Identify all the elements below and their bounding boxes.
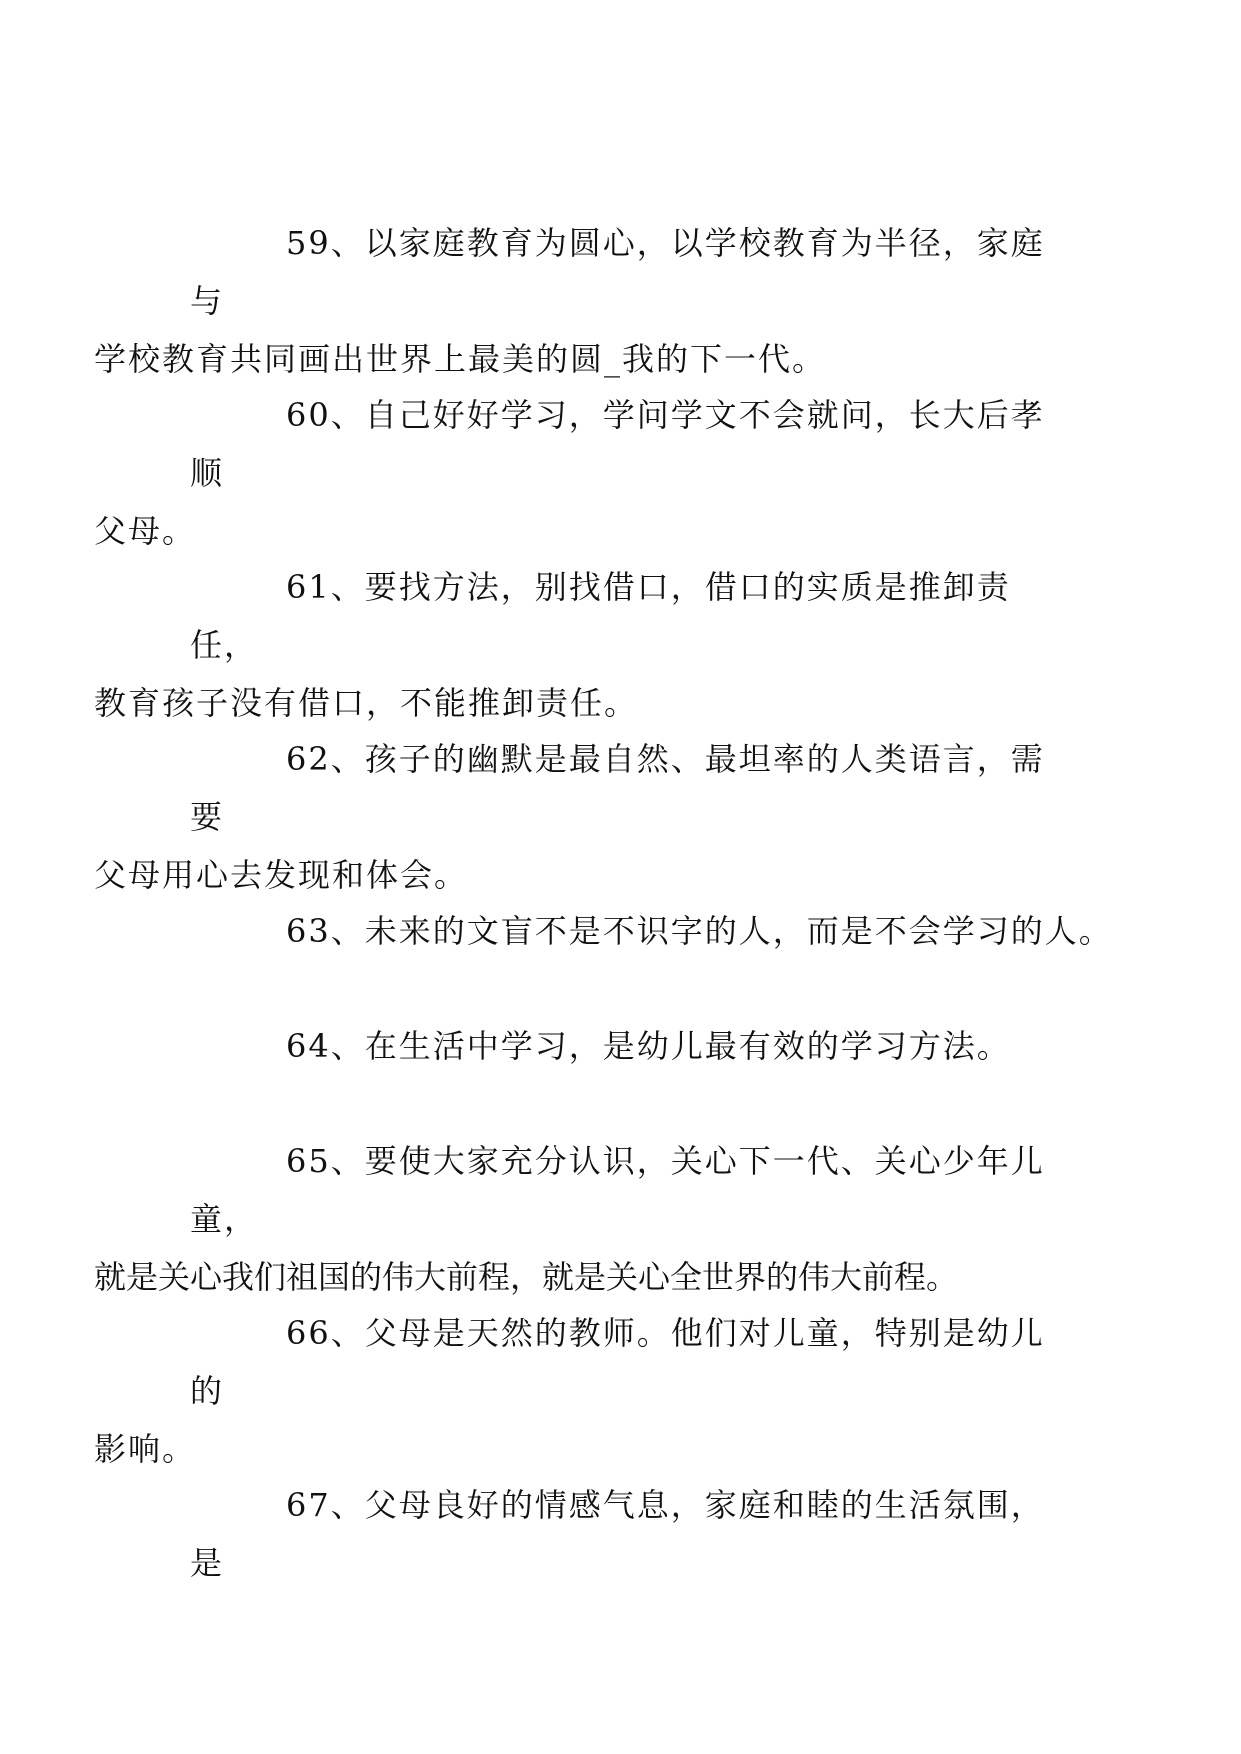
paragraph-line: 59、以家庭教育为圆心，以学校教育为半径，家庭与: [190, 224, 1045, 320]
paragraph-line: 63、未来的文盲不是不识字的人，而是不会学习的人。: [286, 912, 1113, 950]
paragraph-65: [94, 1132, 1050, 1306]
paragraph-60: [94, 386, 1050, 560]
paragraph-61: [94, 558, 1050, 732]
paragraph-62: [94, 730, 1050, 904]
paragraph-line: 教育孩子没有借口，不能推卸责任。: [94, 684, 639, 722]
paragraph-line: 就是关心我们祖国的伟大前程，就是关心全世界的伟大前程。: [94, 1258, 959, 1296]
paragraph-64: [190, 1017, 1050, 1075]
paragraph-line: 学校教育共同画出世界上最美的圆_我的下一代。: [94, 340, 827, 378]
paragraph-67: [190, 1476, 1050, 1592]
paragraph-line: 61、要找方法，别找借口，借口的实质是推卸责任，: [190, 568, 1011, 664]
paragraph-line: 67、父母良好的情感气息，家庭和睦的生活氛围，是: [190, 1486, 1045, 1582]
paragraph-line: 65、要使大家充分认识，关心下一代、关心少年儿童，: [190, 1142, 1045, 1238]
paragraph-line: 62、孩子的幽默是最自然、最坦率的人类语言，需要: [190, 740, 1045, 836]
paragraph-line: 66、父母是天然的教师。他们对儿童，特别是幼儿的: [190, 1314, 1045, 1410]
paragraph-66: [94, 1304, 1050, 1478]
paragraph-59: [94, 214, 1050, 388]
paragraph-63: [190, 902, 1113, 960]
paragraph-line: 64、在生活中学习，是幼儿最有效的学习方法。: [286, 1027, 1011, 1065]
paragraph-line: 60、自己好好学习，学问学文不会就问，长大后孝顺: [190, 396, 1045, 492]
paragraph-line: 父母。: [94, 512, 197, 550]
paragraph-line: 影响。: [94, 1430, 197, 1468]
paragraph-line: 父母用心去发现和体会。: [94, 856, 469, 894]
